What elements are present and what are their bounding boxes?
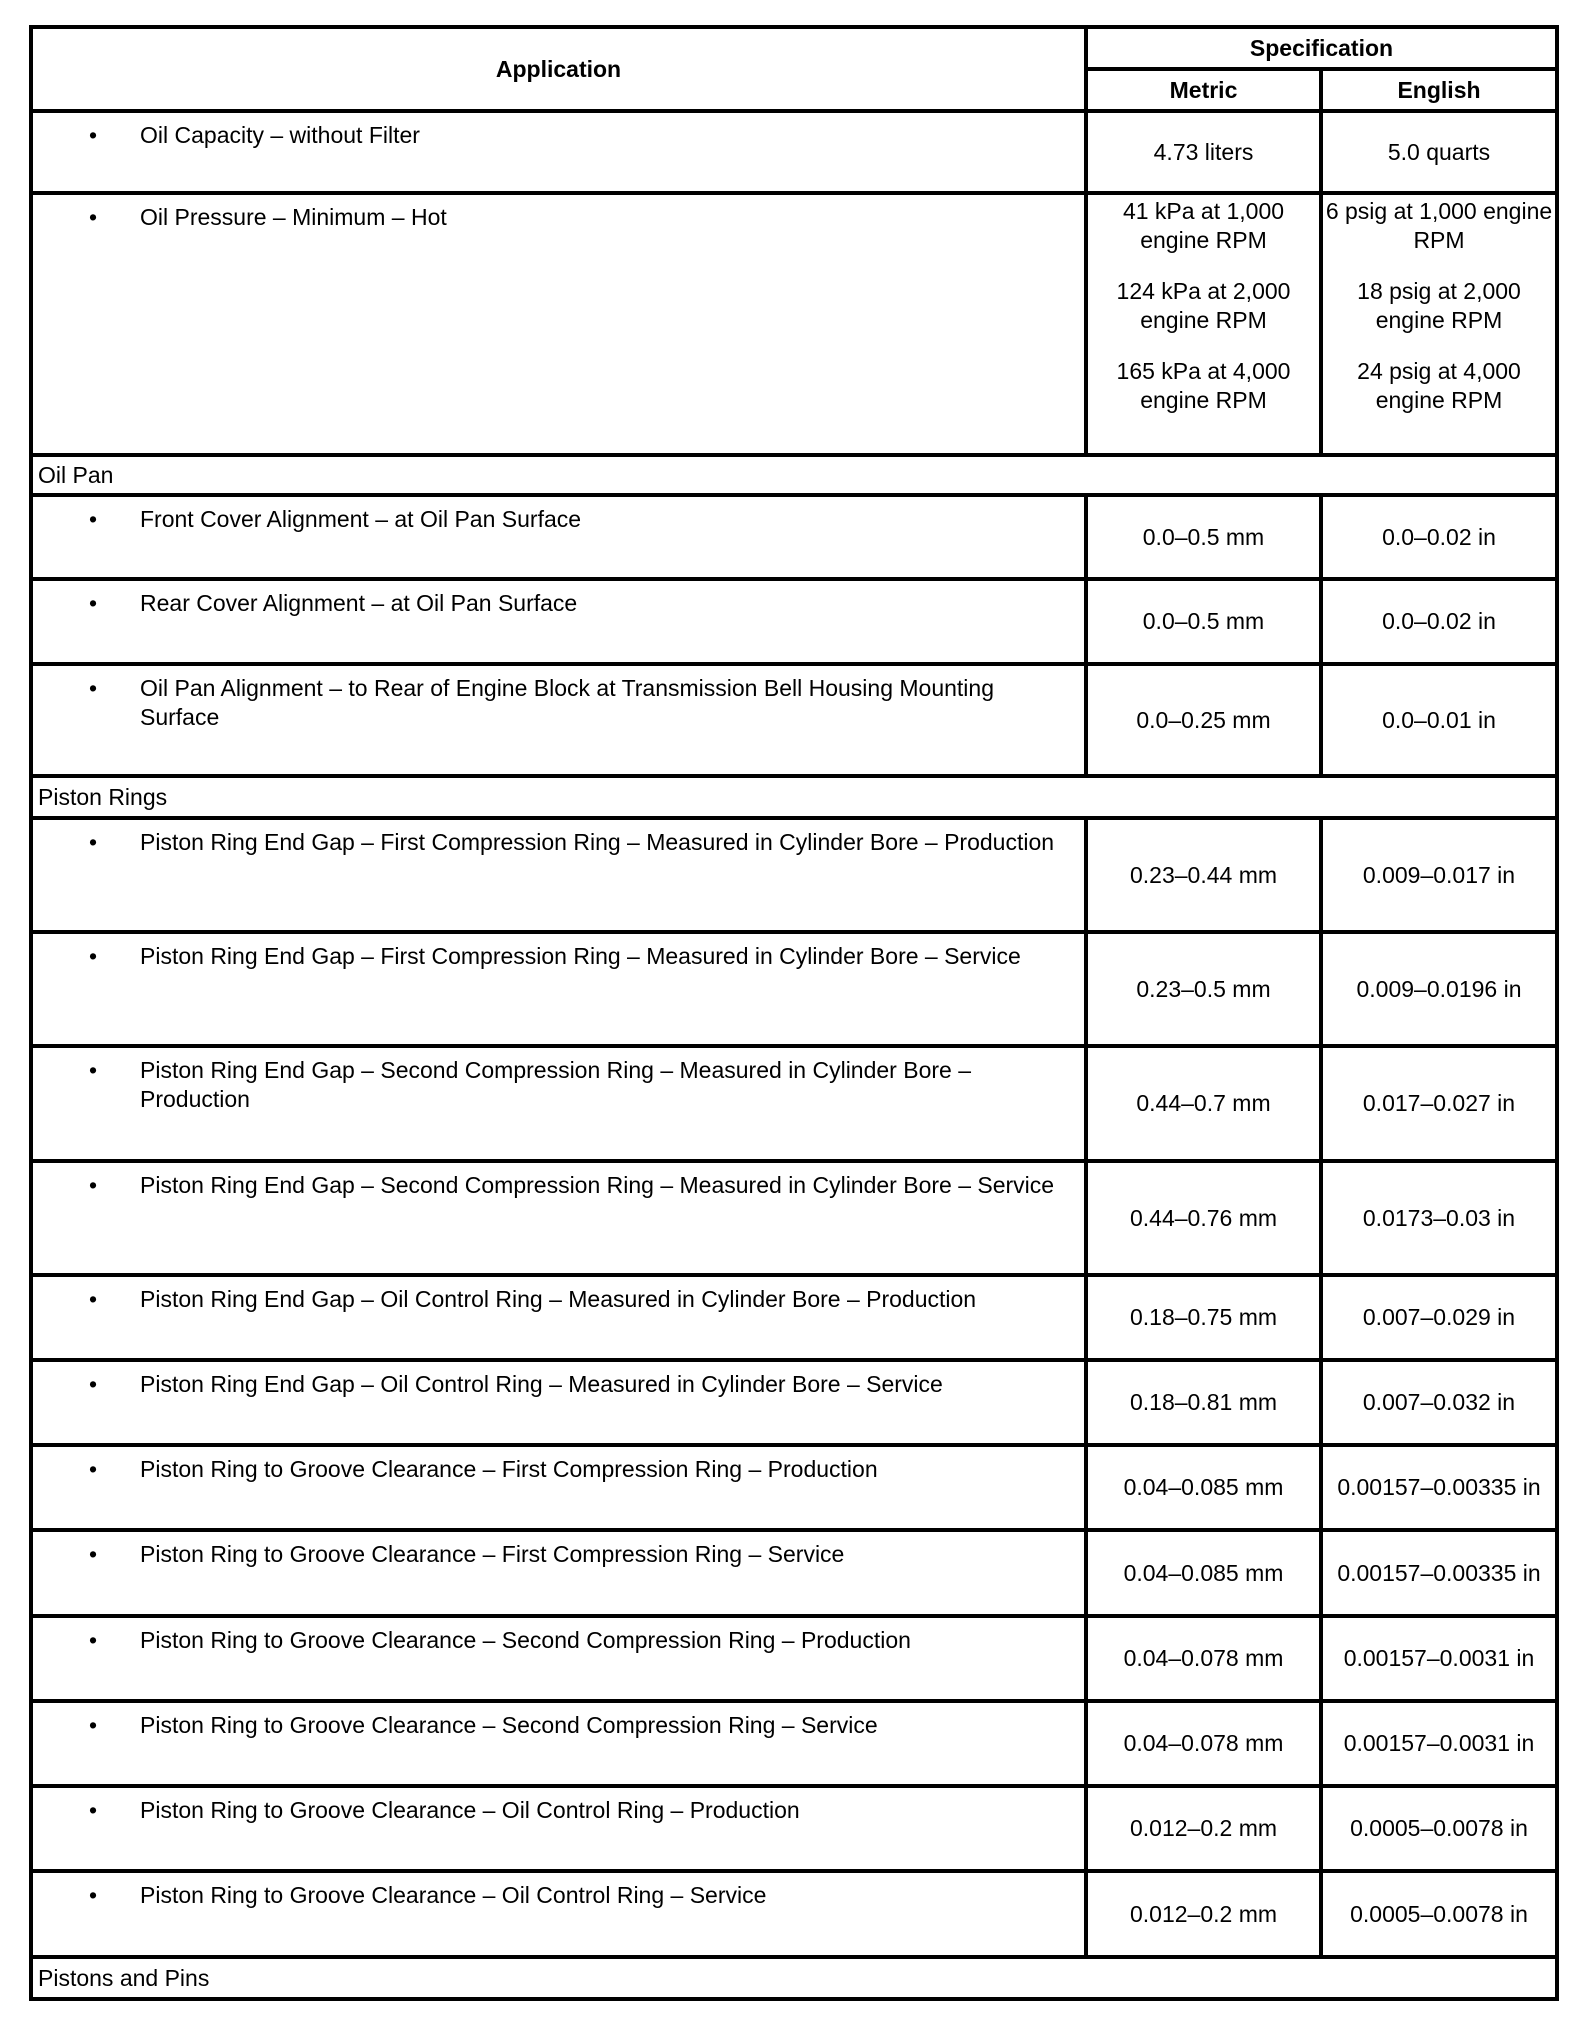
metric-value: 0.04–0.078 mm — [1086, 1701, 1321, 1786]
application-cell — [31, 1530, 1086, 1616]
application-text: Oil Pan Alignment – to Rear of Engine Block at Transmission Bell Housing Mounting Surface — [140, 675, 994, 730]
metric-value: 0.012–0.2 mm — [1086, 1786, 1321, 1871]
bullet-icon: • — [89, 829, 98, 855]
metric-value: 0.0–0.5 mm — [1086, 495, 1321, 579]
english-value: 0.00157–0.0031 in — [1321, 1701, 1557, 1786]
application-text: Piston Ring End Gap – Oil Control Ring – Measured in Cylinder Bore – Production — [140, 1286, 977, 1312]
application-text: Piston Ring to Groove Clearance – Second Compression Ring – Production — [140, 1627, 911, 1653]
metric-value: 0.0–0.25 mm — [1086, 664, 1321, 776]
metric-value: 0.44–0.76 mm — [1086, 1161, 1321, 1275]
application-cell — [31, 1360, 1086, 1445]
application-text: Front Cover Alignment – at Oil Pan Surface — [140, 506, 582, 532]
application-text: Piston Ring End Gap – Second Compression Ring – Measured in Cylinder Bore – Service — [140, 1172, 1055, 1198]
bullet-icon: • — [89, 1541, 98, 1567]
application-cell — [31, 818, 1086, 932]
english-value-line: 6 psig at 1,000 engine RPM — [1325, 198, 1553, 253]
bullet-icon: • — [89, 1286, 98, 1312]
english-value: 0.00157–0.00335 in — [1321, 1445, 1557, 1530]
english-value: 0.007–0.029 in — [1321, 1275, 1557, 1360]
metric-value: 0.012–0.2 mm — [1086, 1871, 1321, 1957]
metric-value: 4.73 liters — [1086, 111, 1321, 193]
application-text: Piston Ring to Groove Clearance – Second Compression Ring – Service — [140, 1712, 878, 1738]
metric-value: 0.04–0.078 mm — [1086, 1616, 1321, 1701]
english-value: 0.00157–0.0031 in — [1321, 1616, 1557, 1701]
table-row — [31, 1530, 1557, 1616]
bullet-icon: • — [89, 1172, 98, 1198]
table-row — [31, 1616, 1557, 1701]
application-cell — [31, 932, 1086, 1046]
table-row — [31, 1701, 1557, 1786]
table-row — [31, 1275, 1557, 1360]
section-row — [31, 776, 1557, 818]
application-cell — [31, 193, 1086, 455]
metric-value: 0.23–0.44 mm — [1086, 818, 1321, 932]
bullet-icon: • — [89, 1057, 98, 1083]
table-row — [31, 1871, 1557, 1957]
bullet-icon: • — [89, 590, 98, 616]
english-value: 0.017–0.027 in — [1321, 1046, 1557, 1161]
metric-value: 0.04–0.085 mm — [1086, 1530, 1321, 1616]
english-value: 0.0005–0.0078 in — [1321, 1786, 1557, 1871]
english-value: 0.0–0.02 in — [1321, 579, 1557, 664]
table-row — [31, 1360, 1557, 1445]
english-value: 0.0–0.02 in — [1321, 495, 1557, 579]
metric-value — [1086, 193, 1321, 455]
english-value-line: 24 psig at 4,000 engine RPM — [1357, 358, 1521, 413]
application-cell — [31, 1275, 1086, 1360]
table-row — [31, 193, 1557, 455]
application-cell — [31, 664, 1086, 776]
bullet-icon: • — [89, 675, 98, 701]
table-row — [31, 818, 1557, 932]
metric-header: Metric — [1086, 69, 1321, 111]
application-text: Piston Ring to Groove Clearance – Oil Control Ring – Production — [140, 1797, 800, 1823]
bullet-icon: • — [89, 1882, 98, 1908]
metric-value: 0.18–0.81 mm — [1086, 1360, 1321, 1445]
application-cell — [31, 495, 1086, 579]
bullet-icon: • — [89, 122, 98, 148]
english-value: 0.009–0.017 in — [1321, 818, 1557, 932]
english-value: 0.007–0.032 in — [1321, 1360, 1557, 1445]
english-value: 0.0–0.01 in — [1321, 664, 1557, 776]
table-row — [31, 1046, 1557, 1161]
metric-value: 0.0–0.5 mm — [1086, 579, 1321, 664]
section-title: Pistons and Pins — [31, 1957, 1557, 1999]
specification-table — [29, 25, 1559, 2001]
table-row — [31, 1161, 1557, 1275]
application-text: Piston Ring to Groove Clearance – Oil Control Ring – Service — [140, 1882, 767, 1908]
application-text: Piston Ring End Gap – First Compression Ring – Measured in Cylinder Bore – Service — [140, 943, 1021, 969]
application-text: Piston Ring End Gap – Second Compression Ring – Measured in Cylinder Bore – Production — [140, 1057, 971, 1112]
application-cell — [31, 579, 1086, 664]
metric-value: 0.18–0.75 mm — [1086, 1275, 1321, 1360]
application-cell — [31, 1046, 1086, 1161]
metric-value-line: 165 kPa at 4,000 engine RPM — [1116, 358, 1291, 413]
application-cell — [31, 1161, 1086, 1275]
application-header: Application — [31, 27, 1086, 111]
bullet-icon: • — [89, 506, 98, 532]
metric-value: 0.04–0.085 mm — [1086, 1445, 1321, 1530]
table-row — [31, 1445, 1557, 1530]
metric-value-line: 41 kPa at 1,000 engine RPM — [1122, 198, 1285, 253]
metric-value: 0.23–0.5 mm — [1086, 932, 1321, 1046]
english-value: 0.0005–0.0078 in — [1321, 1871, 1557, 1957]
application-cell — [31, 1445, 1086, 1530]
table-row — [31, 111, 1557, 193]
application-text: Piston Ring to Groove Clearance – First Compression Ring – Production — [140, 1456, 878, 1482]
metric-value-line: 124 kPa at 2,000 engine RPM — [1116, 278, 1291, 333]
metric-value: 0.44–0.7 mm — [1086, 1046, 1321, 1161]
application-text: Oil Capacity – without Filter — [140, 122, 420, 148]
bullet-icon: • — [89, 1797, 98, 1823]
english-value: 0.009–0.0196 in — [1321, 932, 1557, 1046]
bullet-icon: • — [89, 943, 98, 969]
table-row — [31, 1786, 1557, 1871]
bullet-icon: • — [89, 1456, 98, 1482]
table-row — [31, 495, 1557, 579]
table-row — [31, 664, 1557, 776]
bullet-icon: • — [89, 1712, 98, 1738]
section-row — [31, 1957, 1557, 1999]
section-row — [31, 455, 1557, 495]
application-text: Piston Ring End Gap – Oil Control Ring – Measured in Cylinder Bore – Service — [140, 1371, 943, 1397]
english-value: 5.0 quarts — [1321, 111, 1557, 193]
application-cell — [31, 1786, 1086, 1871]
table-row — [31, 579, 1557, 664]
application-cell — [31, 1701, 1086, 1786]
application-text: Rear Cover Alignment – at Oil Pan Surface — [140, 590, 578, 616]
table-body — [31, 111, 1557, 1999]
table-row — [31, 932, 1557, 1046]
specification-header: Specification — [1086, 27, 1557, 69]
application-cell — [31, 1616, 1086, 1701]
english-header: English — [1321, 69, 1557, 111]
application-cell — [31, 111, 1086, 193]
english-value-line: 18 psig at 2,000 engine RPM — [1357, 278, 1521, 333]
bullet-icon: • — [89, 1627, 98, 1653]
bullet-icon: • — [89, 204, 98, 230]
english-value — [1321, 193, 1557, 455]
section-title: Oil Pan — [31, 455, 1557, 495]
section-title: Piston Rings — [31, 776, 1557, 818]
bullet-icon: • — [89, 1371, 98, 1397]
english-value: 0.00157–0.00335 in — [1321, 1530, 1557, 1616]
english-value: 0.0173–0.03 in — [1321, 1161, 1557, 1275]
application-text: Oil Pressure – Minimum – Hot — [140, 204, 447, 230]
application-text: Piston Ring to Groove Clearance – First Compression Ring – Service — [140, 1541, 845, 1567]
application-cell — [31, 1871, 1086, 1957]
application-text: Piston Ring End Gap – First Compression Ring – Measured in Cylinder Bore – Production — [140, 829, 1055, 855]
